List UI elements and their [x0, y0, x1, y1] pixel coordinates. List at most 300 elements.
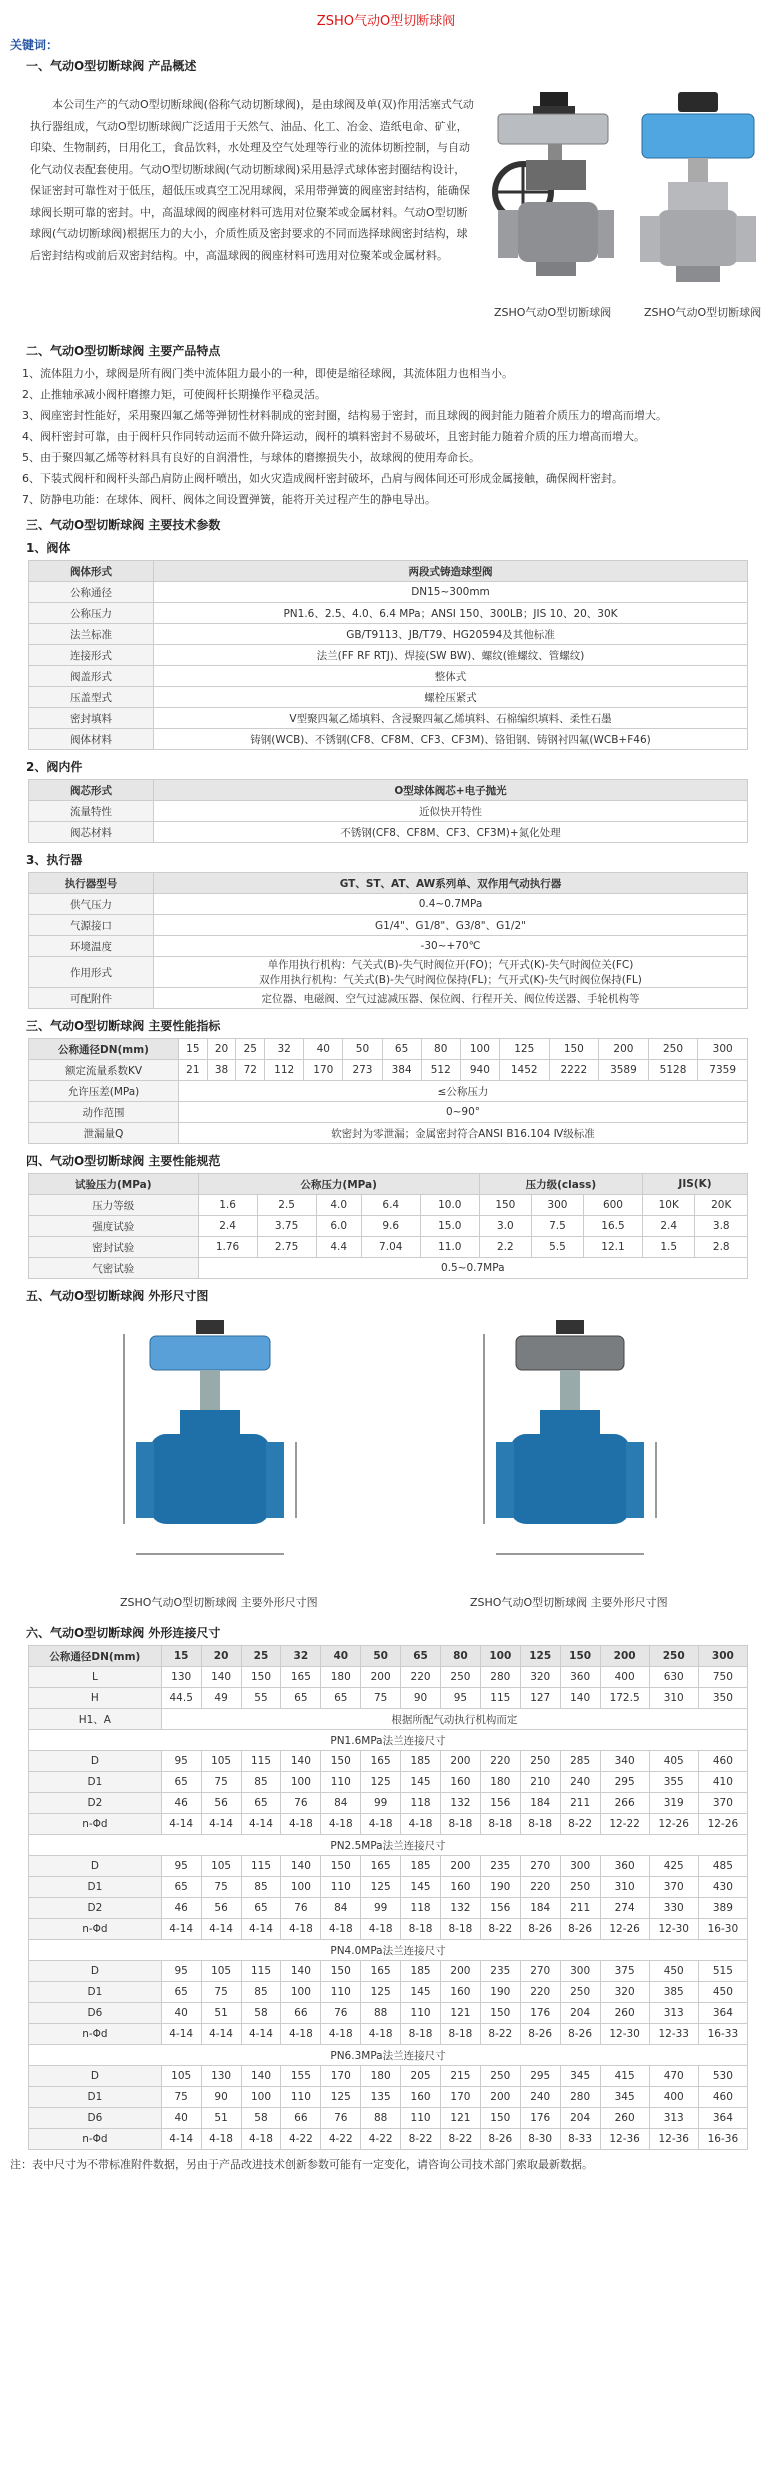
table-cell: 150 — [241, 1667, 281, 1688]
table-cell: 110 — [321, 1982, 361, 2003]
table-cell: 25 — [241, 1646, 281, 1667]
table-cell: 140 — [281, 1961, 321, 1982]
table-cell: 20 — [207, 1039, 236, 1060]
table-cell: 65 — [401, 1646, 441, 1667]
table-cell: 220 — [520, 1877, 560, 1898]
table-cell: 气源接口 — [29, 915, 154, 936]
table-row — [29, 1646, 748, 1667]
table-cell: 51 — [201, 2003, 241, 2024]
table-cell: D6 — [29, 2003, 162, 2024]
table-cell: 15.0 — [420, 1216, 479, 1237]
table-cell: 40 — [321, 1646, 361, 1667]
table-cell: 350 — [698, 1688, 747, 1709]
table-cell: D1 — [29, 1772, 162, 1793]
table-cell: 49 — [201, 1688, 241, 1709]
table-cell: 6.4 — [361, 1195, 420, 1216]
table-cell: 115 — [241, 1856, 281, 1877]
table-cell: 95 — [440, 1688, 480, 1709]
table-cell: 160 — [440, 1877, 480, 1898]
table-cell: 4-22 — [321, 2129, 361, 2150]
table-cell: 4-18 — [241, 2129, 281, 2150]
table-cell: D1 — [29, 1982, 162, 2003]
table-cell: 140 — [281, 1856, 321, 1877]
group-title: PN2.5MPa法兰连接尺寸 — [29, 1835, 748, 1856]
table-cell: 7.5 — [531, 1216, 583, 1237]
table-cell: 4-18 — [401, 1814, 441, 1835]
table-cell: 112 — [265, 1060, 304, 1081]
table-row — [29, 1060, 748, 1081]
table-cell: 4-14 — [201, 1919, 241, 1940]
table-cell: 0~90° — [179, 1102, 748, 1123]
section-features-heading: 二、气动O型切断球阀 主要产品特点 — [26, 344, 221, 358]
table-cell: 流量特性 — [29, 801, 154, 822]
table-cell: D — [29, 1856, 162, 1877]
table-cell: 460 — [698, 2087, 747, 2108]
table-row — [29, 2024, 748, 2045]
table-cell: 56 — [201, 1793, 241, 1814]
table-cell: 2.2 — [479, 1237, 531, 1258]
table-cell: 165 — [361, 1856, 401, 1877]
table-cell: 95 — [161, 1751, 201, 1772]
table-cell: 20 — [201, 1646, 241, 1667]
table-cell: 364 — [698, 2003, 747, 2024]
table-cell: 56 — [201, 1898, 241, 1919]
table-cell: 75 — [201, 1982, 241, 2003]
table-cell: 415 — [600, 2066, 649, 2087]
table-cell: 根据所配气动执行机构而定 — [161, 1709, 747, 1730]
table-cell: 450 — [649, 1961, 698, 1982]
table-cell: 375 — [600, 1961, 649, 1982]
table-cell: 345 — [560, 2066, 600, 2087]
table-cell: 270 — [520, 1961, 560, 1982]
section-overview-heading: 一、气动O型切断球阀 产品概述 — [26, 59, 197, 73]
table-cell: 400 — [649, 2087, 698, 2108]
section-performance-heading: 三、气动O型切断球阀 主要性能指标 — [26, 1019, 221, 1033]
table-cell: 12-26 — [649, 1814, 698, 1835]
table-cell: 16-30 — [698, 1919, 747, 1940]
table-cell: 铸钢(WCB)、不锈钢(CF8、CF8M、CF3、CF3M)、铬钼钢、铸钢衬四氟(WCB+F46) — [154, 729, 748, 750]
table-cell: 200 — [600, 1646, 649, 1667]
table-cell: 8-26 — [520, 2024, 560, 2045]
table-cell: 105 — [201, 1856, 241, 1877]
table-cell: 16-33 — [698, 2024, 747, 2045]
table-cell: 近似快开特性 — [154, 801, 748, 822]
table-cell: 阀芯形式 — [29, 780, 154, 801]
table-cell: 250 — [440, 1667, 480, 1688]
table-row — [29, 729, 748, 750]
table-row — [29, 582, 748, 603]
table-row — [29, 1039, 748, 1060]
table-cell: 50 — [343, 1039, 382, 1060]
valve-photo-1 — [478, 92, 618, 292]
table-cell: 2.5 — [257, 1195, 316, 1216]
table-cell: V型聚四氟乙烯填料、含浸聚四氟乙烯填料、石棉编织填料、柔性石墨 — [154, 708, 748, 729]
features-list — [22, 363, 772, 510]
table-cell: 8-26 — [480, 2129, 520, 2150]
table-cell: 0.4~0.7MPa — [154, 894, 748, 915]
table-cell: 185 — [401, 1856, 441, 1877]
table-cell: 40 — [161, 2003, 201, 2024]
feature-item: 4、阀杆密封可靠，由于阀杆只作同转动运而不做升降运动，阀杆的填料密封不易破坏，且密封能力随着介质的压力增高而增大。 — [22, 430, 645, 443]
table-cell: 150 — [321, 1961, 361, 1982]
table-cell: L — [29, 1667, 162, 1688]
table-cell: 270 — [520, 1856, 560, 1877]
feature-item: 5、由于聚四氟乙烯等材料具有良好的自润滑性，与球体的磨擦损失小，故球阀的使用寿命长。 — [22, 451, 480, 464]
table-cell: 0.5~0.7MPa — [198, 1258, 747, 1279]
table-cell: 240 — [520, 2087, 560, 2108]
table-cell: 90 — [401, 1688, 441, 1709]
table-cell: 110 — [281, 2087, 321, 2108]
table-cell: 600 — [583, 1195, 642, 1216]
table-cell: 1.5 — [642, 1237, 695, 1258]
table-cell: 4-14 — [201, 1814, 241, 1835]
table-cell: 115 — [480, 1688, 520, 1709]
actuator-subheading: 3、执行器 — [26, 853, 83, 867]
table-cell: 95 — [161, 1856, 201, 1877]
table-cell: 25 — [236, 1039, 265, 1060]
table-cell: 313 — [649, 2108, 698, 2129]
table-cell: 58 — [241, 2003, 281, 2024]
table-cell: 51 — [201, 2108, 241, 2129]
table-row — [29, 1123, 748, 1144]
table-row — [29, 561, 748, 582]
table-cell: 370 — [649, 1877, 698, 1898]
table-cell: 110 — [401, 2003, 441, 2024]
table-cell: 512 — [421, 1060, 460, 1081]
table-cell: 250 — [520, 1751, 560, 1772]
table-cell: 266 — [600, 1793, 649, 1814]
table-cell: 执行器型号 — [29, 873, 154, 894]
table-cell: 274 — [600, 1898, 649, 1919]
table-row — [29, 1730, 748, 1751]
table-cell: 145 — [401, 1772, 441, 1793]
table-cell: 235 — [480, 1856, 520, 1877]
table-cell: D — [29, 1751, 162, 1772]
table-cell: 76 — [321, 2003, 361, 2024]
group-title: PN1.6MPa法兰连接尺寸 — [29, 1730, 748, 1751]
section-drawing-heading: 五、气动O型切断球阀 外形尺寸图 — [26, 1289, 209, 1303]
table-cell: 15 — [161, 1646, 201, 1667]
table-cell: 118 — [401, 1898, 441, 1919]
table-row — [29, 645, 748, 666]
table-row — [29, 1940, 748, 1961]
table-cell: 200 — [361, 1667, 401, 1688]
table-cell: 强度试验 — [29, 1216, 199, 1237]
table-cell: 280 — [480, 1667, 520, 1688]
table-cell: 156 — [480, 1898, 520, 1919]
table-cell: 185 — [401, 1751, 441, 1772]
table-cell: 12-36 — [600, 2129, 649, 2150]
table-cell: 58 — [241, 2108, 281, 2129]
table-cell: 150 — [560, 1646, 600, 1667]
table-cell: 连接形式 — [29, 645, 154, 666]
table-cell: 125 — [361, 1772, 401, 1793]
table-cell: 4-18 — [281, 2024, 321, 2045]
table-cell: 55 — [241, 1688, 281, 1709]
table-row — [29, 1709, 748, 1730]
table-cell: 10.0 — [420, 1195, 479, 1216]
table-cell: 630 — [649, 1667, 698, 1688]
table-cell: GB/T9113、JB/T79、HG20594及其他标准 — [154, 624, 748, 645]
table-row — [29, 1751, 748, 1772]
table-cell: 250 — [649, 1646, 698, 1667]
overview-text: 本公司生产的气动O型切断球阀(俗称气动切断球阀)，是由球阀及单(双)作用活塞式气动执行器组成，气动O型切断球阀广泛适用于天然气、油品、化工、冶金、造纸电命、矿业，印染、生物制药，日用化工，食品饮料，水处理及空气处理等行业的流体切断控制，与自动化气动仪表配套使用。气动O型切断球阀(气动切断球阀)采用悬浮式球体密封圈结构设计，保证密封可靠性对于低压，超低压或真空工况用球阀，采用带弹簧的阀座密封结构，能确保球阀长期可靠的密封。中，高温球阀的阀座材料可选用对位聚苯或金属材料。气动O型切断球阀(气动切断球阀)根据压力的大小，介质性质及密封要求的不同而选择球阀密封结构，球后密封结构或前后双密封结构。中，高温球阀的阀座材料可选用对位聚苯或金属材料。 — [30, 98, 474, 262]
table-row — [29, 2066, 748, 2087]
table-row — [29, 1667, 748, 1688]
table-cell: 205 — [401, 2066, 441, 2087]
table-cell: 215 — [440, 2066, 480, 2087]
table-cell: 2.8 — [695, 1237, 748, 1258]
table-cell: 3589 — [599, 1060, 649, 1081]
table-cell: 370 — [698, 1793, 747, 1814]
table-cell: 阀芯材料 — [29, 822, 154, 843]
table-cell: 4-22 — [281, 2129, 321, 2150]
table-cell: 试验压力(MPa) — [29, 1174, 199, 1195]
table-cell: 8-30 — [520, 2129, 560, 2150]
table-cell: 320 — [520, 1667, 560, 1688]
table-cell: 110 — [401, 2108, 441, 2129]
table-cell: 32 — [265, 1039, 304, 1060]
table-cell: 公称通径DN(mm) — [29, 1039, 179, 1060]
table-row — [29, 1814, 748, 1835]
table-cell: 260 — [600, 2108, 649, 2129]
table-cell: 155 — [281, 2066, 321, 2087]
table-cell: 4-14 — [241, 2024, 281, 2045]
table-cell: 80 — [421, 1039, 460, 1060]
drawing-caption-1: ZSHO气动O型切断球阀 主要外形尺寸图 — [120, 1596, 318, 1609]
table-cell: 340 — [600, 1751, 649, 1772]
table-cell: 8-18 — [520, 1814, 560, 1835]
table-cell: 130 — [201, 2066, 241, 2087]
table-cell: 100 — [241, 2087, 281, 2108]
table-cell: n-Φd — [29, 2129, 162, 2150]
table-cell: 84 — [321, 1898, 361, 1919]
table-cell: 180 — [321, 1667, 361, 1688]
table-cell: 10K — [642, 1195, 695, 1216]
table-cell: 300 — [560, 1961, 600, 1982]
table-cell: 204 — [560, 2003, 600, 2024]
table-cell: 184 — [520, 1793, 560, 1814]
table-cell: 345 — [600, 2087, 649, 2108]
table-cell: 85 — [241, 1982, 281, 2003]
table-cell: O型球体阀芯+电子抛光 — [154, 780, 748, 801]
table-cell: 2.4 — [642, 1216, 695, 1237]
table-row — [29, 801, 748, 822]
table-cell: 355 — [649, 1772, 698, 1793]
table-cell: 300 — [560, 1856, 600, 1877]
table-cell: 12-22 — [600, 1814, 649, 1835]
table-cell: H1、A — [29, 1709, 162, 1730]
table-cell: -30~+70℃ — [154, 936, 748, 957]
table-cell: 46 — [161, 1898, 201, 1919]
table-row — [29, 1961, 748, 1982]
table-cell: 295 — [600, 1772, 649, 1793]
table-cell: 100 — [281, 1982, 321, 2003]
table-cell: 7.04 — [361, 1237, 420, 1258]
feature-item: 1、流体阻力小，球阀是所有阀门类中流体阻力最小的一种，即使是缩径球阀，其流体阻力也相当小。 — [22, 367, 513, 380]
table-cell: 8-22 — [401, 2129, 441, 2150]
table-cell: 5.5 — [531, 1237, 583, 1258]
table-cell: 150 — [480, 2003, 520, 2024]
table-cell: 250 — [480, 2066, 520, 2087]
table-cell: 140 — [241, 2066, 281, 2087]
table-cell: 211 — [560, 1793, 600, 1814]
feature-item: 2、止推轴承减小阀杆磨擦力矩，可使阀杆长期操作平稳灵活。 — [22, 388, 326, 401]
table-cell: 364 — [698, 2108, 747, 2129]
table-cell: 160 — [440, 1982, 480, 2003]
table-cell: 150 — [480, 2108, 520, 2129]
table-cell: 12-36 — [649, 2129, 698, 2150]
table-cell: 200 — [440, 1961, 480, 1982]
table-cell: 100 — [460, 1039, 499, 1060]
table-cell: 80 — [440, 1646, 480, 1667]
table-row — [29, 2087, 748, 2108]
table-cell: JIS(K) — [642, 1174, 747, 1195]
table-cell: 384 — [382, 1060, 421, 1081]
table-row — [29, 1898, 748, 1919]
table-cell: H — [29, 1688, 162, 1709]
table-row — [29, 957, 748, 988]
table-cell: 公称压力 — [29, 603, 154, 624]
table-cell: D1 — [29, 1877, 162, 1898]
table-cell: 273 — [343, 1060, 382, 1081]
table-cell: 5128 — [648, 1060, 698, 1081]
footnote: 注：表中尺寸为不带标准附件数据，另由于产品改进技术创新参数可能有一定变化，请咨询公司技术部门索取最新数据。 — [10, 2158, 593, 2171]
table-cell: 220 — [401, 1667, 441, 1688]
table-cell: 软密封为零泄漏；金属密封符合ANSI B16.104 Ⅳ级标准 — [179, 1123, 748, 1144]
table-cell: 940 — [460, 1060, 499, 1081]
table-cell: 12.1 — [583, 1237, 642, 1258]
table-cell: 165 — [361, 1751, 401, 1772]
table-cell: D1 — [29, 2087, 162, 2108]
table-cell: 公称通径DN(mm) — [29, 1646, 162, 1667]
table-cell: 220 — [520, 1982, 560, 2003]
table-cell: 8-26 — [560, 1919, 600, 1940]
table-cell: 125 — [520, 1646, 560, 1667]
table-cell: 172.5 — [600, 1688, 649, 1709]
table-row — [29, 1688, 748, 1709]
table-row — [29, 894, 748, 915]
table-cell: G1/4"、G1/8"、G3/8"、G1/2" — [154, 915, 748, 936]
table-cell: 8-18 — [401, 1919, 441, 1940]
table-cell: 515 — [698, 1961, 747, 1982]
photo-caption-2: ZSHO气动O型切断球阀 — [644, 306, 762, 319]
table-cell: 76 — [281, 1793, 321, 1814]
table-row — [29, 936, 748, 957]
table-cell: 12-33 — [649, 2024, 698, 2045]
table-cell: 176 — [520, 2108, 560, 2129]
table-cell: 125 — [321, 2087, 361, 2108]
table-cell: 425 — [649, 1856, 698, 1877]
table-cell: 132 — [440, 1898, 480, 1919]
table-cell: 8-22 — [440, 2129, 480, 2150]
table-row — [29, 603, 748, 624]
table-cell: 200 — [480, 2087, 520, 2108]
table-cell: 330 — [649, 1898, 698, 1919]
table-cell: 4-14 — [161, 1919, 201, 1940]
table-row — [29, 1216, 748, 1237]
table-cell: 99 — [361, 1898, 401, 1919]
actuator-table — [28, 872, 748, 1009]
table-cell: 作用形式 — [29, 957, 154, 988]
table-cell: 132 — [440, 1793, 480, 1814]
table-cell: 允许压差(MPa) — [29, 1081, 179, 1102]
table-cell: 360 — [600, 1856, 649, 1877]
table-cell: 99 — [361, 1793, 401, 1814]
dimension-drawing-2 — [470, 1314, 670, 1589]
table-cell: 65 — [241, 1898, 281, 1919]
table-cell: 220 — [480, 1751, 520, 1772]
table-cell: 密封填料 — [29, 708, 154, 729]
table-cell: 110 — [321, 1877, 361, 1898]
table-cell: 160 — [440, 1772, 480, 1793]
table-cell: 阀体形式 — [29, 561, 154, 582]
table-cell: 170 — [304, 1060, 343, 1081]
table-cell: 3.8 — [695, 1216, 748, 1237]
table-cell: 150 — [479, 1195, 531, 1216]
spec-table — [28, 1173, 748, 1279]
table-cell: 145 — [401, 1982, 441, 2003]
table-cell: 15 — [179, 1039, 208, 1060]
table-cell: 115 — [241, 1751, 281, 1772]
table-cell: 8-22 — [560, 1814, 600, 1835]
table-cell: 螺栓压紧式 — [154, 687, 748, 708]
table-cell: 310 — [649, 1688, 698, 1709]
table-cell: 16.5 — [583, 1216, 642, 1237]
section-spec-heading: 四、气动O型切断球阀 主要性能规范 — [26, 1154, 221, 1168]
table-cell: 240 — [560, 1772, 600, 1793]
table-cell: 85 — [241, 1772, 281, 1793]
table-row — [29, 1237, 748, 1258]
table-cell: 8-18 — [480, 1814, 520, 1835]
table-row — [29, 822, 748, 843]
table-cell: n-Φd — [29, 1814, 162, 1835]
table-cell: 460 — [698, 1751, 747, 1772]
table-cell: 125 — [361, 1982, 401, 2003]
table-cell: 8-33 — [560, 2129, 600, 2150]
table-cell: 75 — [361, 1688, 401, 1709]
table-cell: 110 — [321, 1772, 361, 1793]
table-cell: 84 — [321, 1793, 361, 1814]
table-cell: 90 — [201, 2087, 241, 2108]
table-row — [29, 666, 748, 687]
table-cell: 75 — [161, 2087, 201, 2108]
table-cell: 4.4 — [316, 1237, 361, 1258]
table-cell: 环境温度 — [29, 936, 154, 957]
table-cell: 72 — [236, 1060, 265, 1081]
table-cell: 485 — [698, 1856, 747, 1877]
table-cell: 不锈钢(CF8、CF8M、CF3、CF3M)+氮化处理 — [154, 822, 748, 843]
table-cell: D2 — [29, 1898, 162, 1919]
table-cell: 121 — [440, 2108, 480, 2129]
table-cell: 整体式 — [154, 666, 748, 687]
table-cell: 38 — [207, 1060, 236, 1081]
table-cell: 200 — [440, 1856, 480, 1877]
table-cell: 400 — [600, 1667, 649, 1688]
table-cell: 125 — [361, 1877, 401, 1898]
table-cell: 12-26 — [698, 1814, 747, 1835]
table-cell: 160 — [401, 2087, 441, 2108]
table-cell: 3.0 — [479, 1216, 531, 1237]
table-cell: 4-14 — [161, 2024, 201, 2045]
table-cell: 204 — [560, 2108, 600, 2129]
table-cell: 44.5 — [161, 1688, 201, 1709]
table-cell: 6.0 — [316, 1216, 361, 1237]
photo-caption-1: ZSHO气动O型切断球阀 — [494, 306, 612, 319]
table-cell: 125 — [499, 1039, 549, 1060]
table-cell: 320 — [600, 1982, 649, 2003]
section-dimensions-heading: 六、气动O型切断球阀 外形连接尺寸 — [26, 1626, 221, 1640]
